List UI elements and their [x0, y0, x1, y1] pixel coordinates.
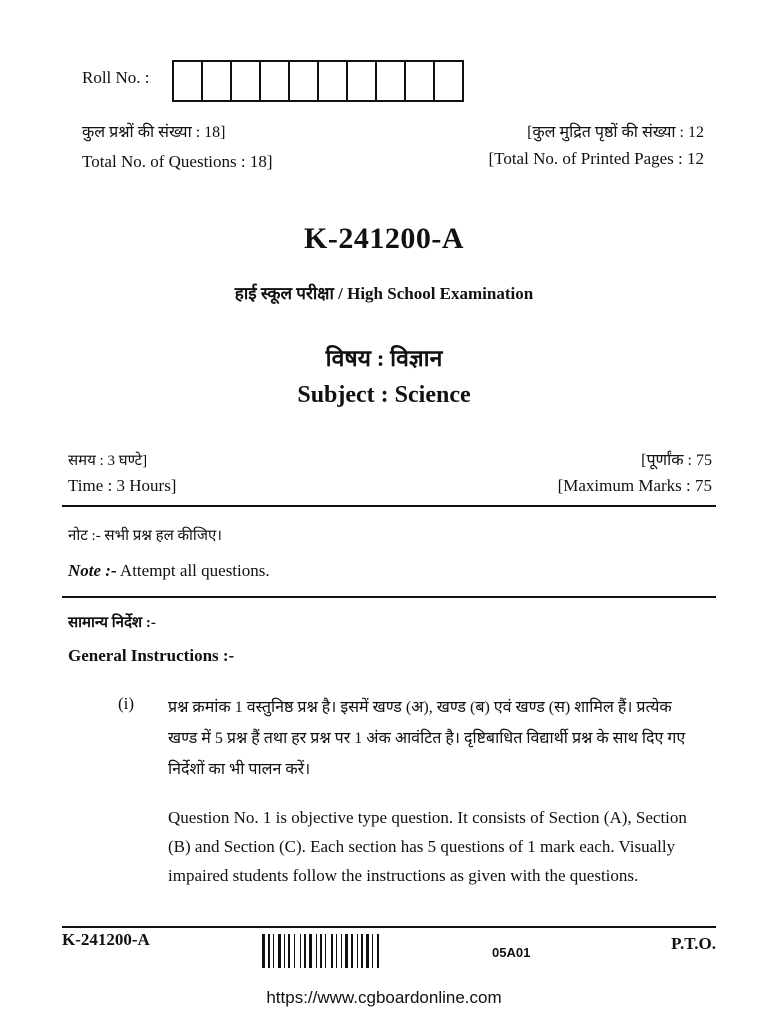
barcode-bar	[331, 934, 333, 968]
roll-number-box	[404, 60, 435, 102]
time-english: Time : 3 Hours]	[68, 476, 177, 495]
subject-english: Subject : Science	[297, 382, 471, 408]
note-english	[68, 561, 270, 581]
max-marks-hindi: [पूर्णांक : 75	[641, 452, 712, 469]
footer-divider	[62, 926, 716, 928]
barcode-bar	[284, 934, 285, 968]
max-marks-english: [Maximum Marks : 75	[557, 476, 712, 495]
footer-paper-code: K-241200-A	[62, 930, 150, 949]
paper-code-title: K-241200-A	[304, 222, 464, 255]
barcode-bar	[288, 934, 290, 968]
roll-number-box	[172, 60, 203, 102]
instruction-index: (i)	[118, 694, 135, 713]
instruction-hindi: प्रश्न क्रमांक 1 वस्तुनिष्ठ प्रश्न है। इसमें खण्ड (अ), खण्ड (ब) एवं खण्ड (स) शामिल हैं। प्रत्येक खण्ड में 5 प्रश्न हैं तथा हर प्रश्न पर 1 अंक आवंटित है। दृष्टिबाधित विद्यार्थी प्रश्न के साथ दिए गए निर्देशों का भी पालन करें।	[168, 699, 686, 778]
barcode-bar	[304, 934, 306, 968]
roll-number-box	[375, 60, 406, 102]
barcode-bar	[361, 934, 363, 968]
barcode-bar	[316, 934, 317, 968]
roll-number-box	[288, 60, 319, 102]
divider-line	[62, 505, 716, 507]
general-instructions-heading-hindi: सामान्य निर्देश :-	[68, 615, 156, 631]
barcode-bar	[262, 934, 265, 968]
website-url: https://www.cgboardonline.com	[266, 988, 502, 1007]
barcode-bar	[351, 934, 353, 968]
roll-number-label: Roll No. :	[82, 68, 150, 87]
pto-label: P.T.O.	[671, 934, 716, 953]
note-text: Attempt all questions.	[116, 561, 270, 580]
total-questions-hindi: कुल प्रश्नों की संख्या : 18]	[82, 124, 226, 141]
roll-number-box	[201, 60, 232, 102]
note-label: Note :-	[68, 561, 117, 580]
time-hindi: समय : 3 घण्टे]	[68, 453, 148, 469]
printed-pages-hindi: [कुल मुद्रित पृष्ठों की संख्या : 12	[527, 124, 704, 141]
barcode-bar	[345, 934, 348, 968]
roll-number-boxes	[172, 60, 462, 102]
roll-number-box	[259, 60, 290, 102]
printed-pages-english: [Total No. of Printed Pages : 12	[488, 149, 704, 168]
roll-number-box	[317, 60, 348, 102]
note-hindi: नोट :- सभी प्रश्न हल कीजिए।	[68, 528, 222, 544]
barcode-bar	[273, 934, 274, 968]
total-questions-english: Total No. of Questions : 18]	[82, 152, 273, 171]
subject-hindi: विषय : विज्ञान	[325, 346, 443, 371]
barcode-bar	[300, 934, 301, 968]
barcode-bar	[366, 934, 369, 968]
barcode-bar	[320, 934, 322, 968]
roll-number-box	[230, 60, 261, 102]
barcode-bar	[341, 934, 342, 968]
instruction-english: Question No. 1 is objective type question. It consists of Section (A), Section (B) and Section (C). Each section has 5 questions of 1 mark each. Visually impaired students follow the instructions as given with the questions.	[168, 808, 687, 885]
general-instructions-heading-english: General Instructions :-	[68, 646, 235, 665]
divider-line	[62, 596, 716, 598]
barcode-bar	[377, 934, 379, 968]
barcode	[262, 934, 467, 968]
barcode-bar	[336, 934, 337, 968]
barcode-bar	[372, 934, 373, 968]
barcode-bar	[309, 934, 312, 968]
barcode-bar	[278, 934, 281, 968]
barcode-number: 05A01	[492, 945, 531, 960]
barcode-bar	[357, 934, 358, 968]
roll-number-box	[346, 60, 377, 102]
barcode-bar	[325, 934, 326, 968]
barcode-bar	[268, 934, 270, 968]
barcode-bar	[294, 934, 295, 968]
roll-number-box	[433, 60, 464, 102]
exam-name: हाई स्कूल परीक्षा / High School Examination	[234, 284, 534, 303]
